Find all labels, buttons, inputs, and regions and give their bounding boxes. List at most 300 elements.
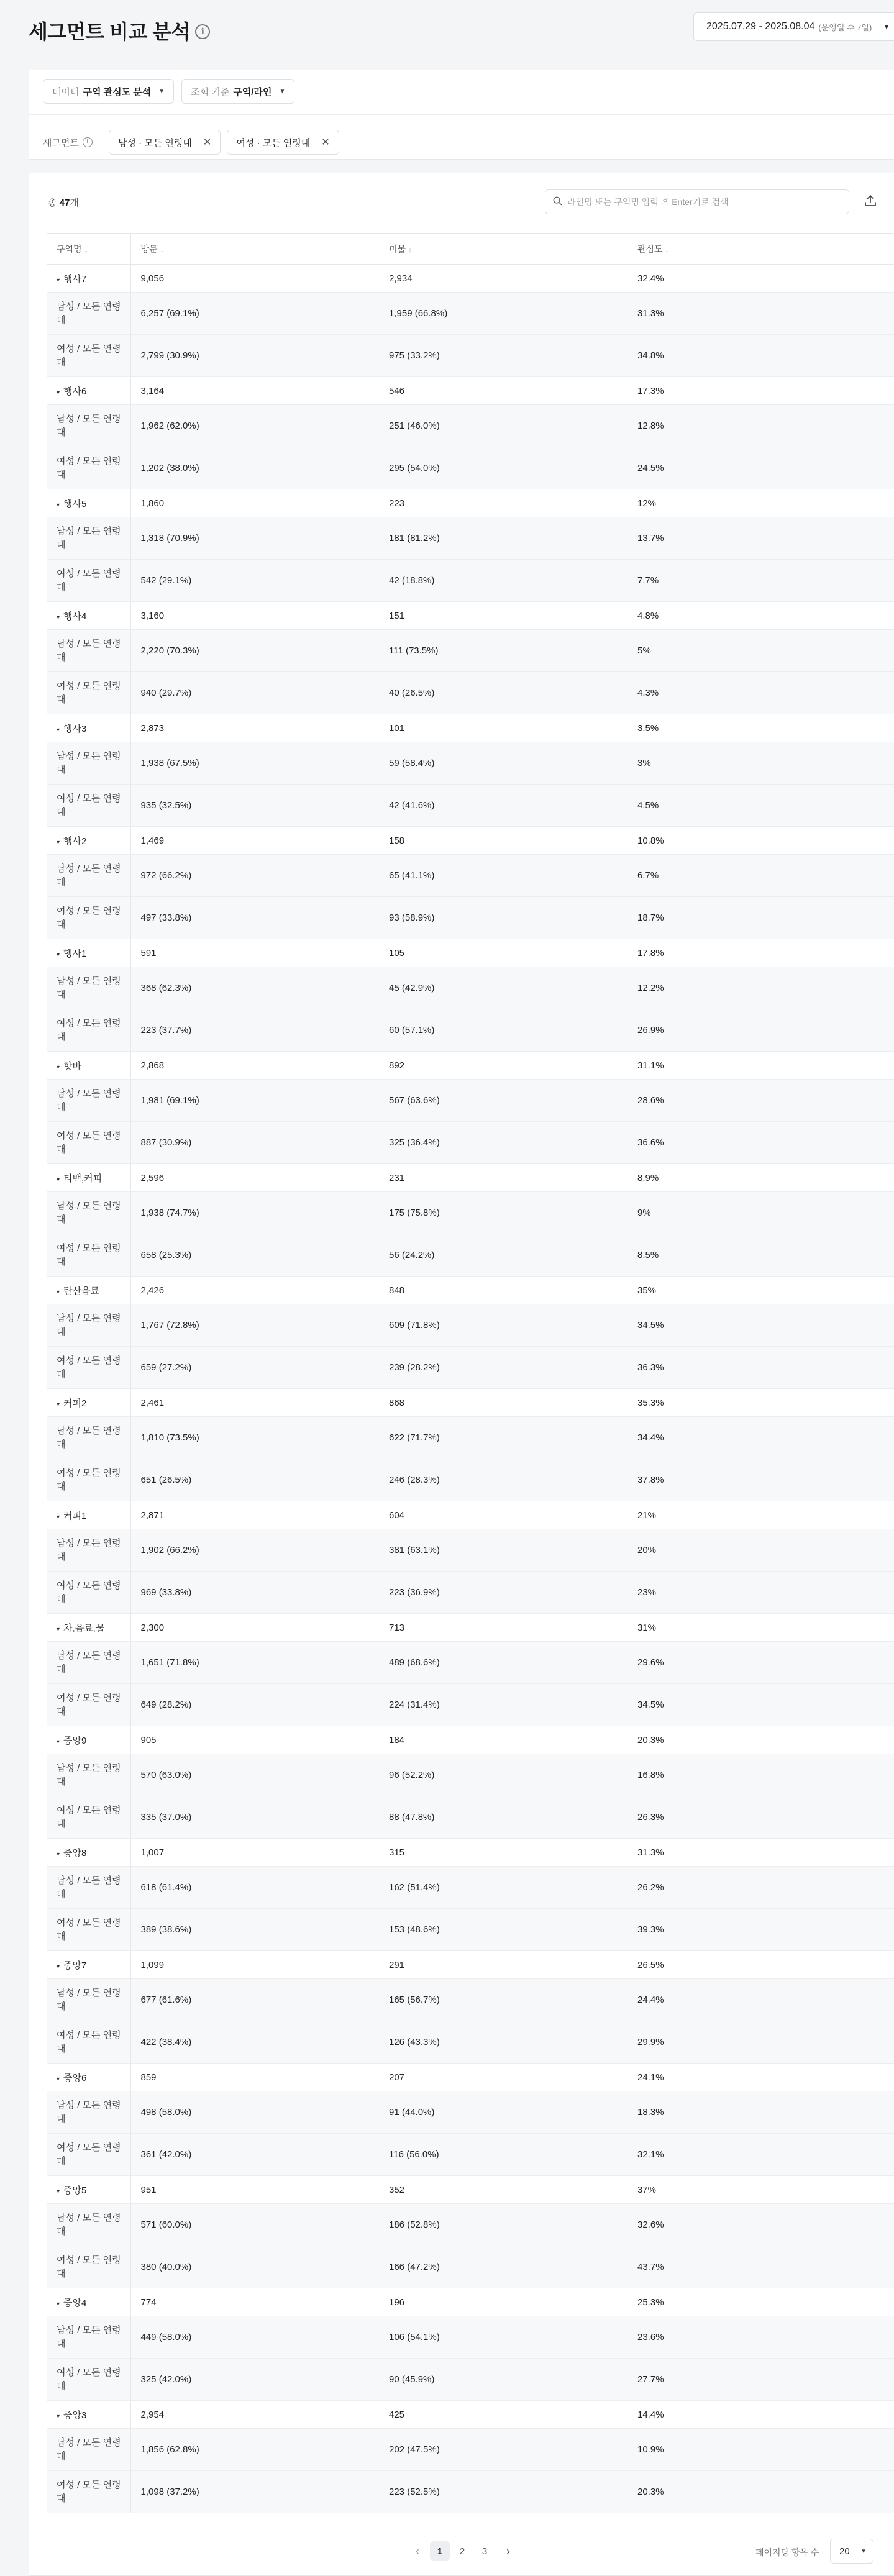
cell-name (47, 742, 130, 785)
cell-name (47, 967, 130, 1009)
next-page-button[interactable]: › (506, 2544, 510, 2557)
cell-stay (379, 2316, 627, 2359)
cell-visit-text: 1,767 (72.8%) (140, 1320, 199, 1331)
cell-stay (379, 2359, 627, 2401)
cell-stay-text: 175 (75.8%) (389, 1208, 440, 1218)
cell-stay-text: 892 (389, 1060, 405, 1071)
cell-name (47, 1304, 130, 1347)
cell-interest-text: 3% (637, 758, 651, 768)
cell-interest-text: 6.7% (637, 870, 659, 881)
cell-name-text: 행사6 (63, 386, 87, 397)
cell-interest (627, 1164, 894, 1192)
cell-stay-text: 291 (389, 1959, 405, 1970)
cell-interest-text: 29.9% (637, 2037, 664, 2047)
cell-visit-text: 2,868 (140, 1060, 165, 1071)
cell-stay-text: 223 (52.5%) (389, 2487, 440, 2497)
cell-visit-text: 1,651 (71.8%) (140, 1657, 199, 1668)
column-header-visit[interactable] (130, 234, 379, 265)
table-row-zone[interactable] (47, 714, 894, 742)
cell-stay (379, 1726, 627, 1754)
cell-name-text: 남성 / 모든 연령대 (57, 2100, 121, 2124)
page-header (0, 0, 894, 62)
cell-interest-text: 31.3% (637, 308, 664, 319)
cell-interest (627, 447, 894, 489)
table-row-zone[interactable] (47, 2064, 894, 2091)
table-row-segment (47, 1754, 894, 1796)
cell-interest-text: 3.5% (637, 722, 659, 734)
column-header-label: 머물 (389, 243, 406, 254)
table-row-segment (47, 2316, 894, 2359)
table-row-segment (47, 1796, 894, 1839)
cell-interest-text: 31.3% (637, 1847, 664, 1858)
cell-stay-text: 45 (42.9%) (389, 983, 435, 993)
page-title (29, 16, 210, 45)
table-row-zone[interactable] (47, 489, 894, 517)
cell-name-text: 여성 / 모든 연령대 (57, 1917, 121, 1942)
cell-name-text: 탄산음료 (63, 1285, 99, 1296)
table-row-segment (47, 1122, 894, 1164)
cell-name-text: 남성 / 모든 연령대 (57, 1987, 121, 2012)
table-row-zone[interactable] (47, 1277, 894, 1304)
search-input[interactable] (567, 197, 841, 207)
cell-name (47, 2064, 130, 2091)
cell-visit-text: 658 (25.3%) (140, 1250, 192, 1260)
cell-name-text: 여성 / 모든 연령대 (57, 2367, 121, 2392)
cell-interest (627, 827, 894, 855)
cell-stay-text: 184 (389, 1734, 405, 1745)
cell-name-text: 여성 / 모든 연령대 (57, 2479, 121, 2504)
cell-visit-text: 905 (140, 1734, 157, 1745)
cell-interest-text: 29.6% (637, 1657, 664, 1668)
cell-visit (130, 2316, 379, 2359)
table-row-segment (47, 1459, 894, 1501)
cell-visit-text: 389 (38.6%) (140, 1924, 192, 1935)
close-icon[interactable]: ✕ (203, 137, 212, 148)
segment-chip-label: 여성 · 모든 연령대 (236, 137, 311, 148)
cell-visit (130, 1572, 379, 1614)
cell-visit (130, 2021, 379, 2064)
cell-interest-text: 8.9% (637, 1172, 659, 1183)
data-type-dropdown[interactable] (43, 79, 174, 104)
table-row-segment (47, 1417, 894, 1459)
cell-interest (627, 293, 894, 335)
cell-stay (379, 1009, 627, 1052)
caret-down-icon[interactable]: ▾ (57, 1513, 60, 1521)
cell-visit-text: 6,257 (69.1%) (140, 308, 199, 319)
cell-name (47, 2176, 130, 2204)
table-row-zone[interactable] (47, 1501, 894, 1529)
cell-interest (627, 1234, 894, 1277)
cell-visit-text: 2,220 (70.3%) (140, 645, 199, 656)
caret-down-icon[interactable]: ▾ (57, 276, 60, 284)
sort-down-icon: ↓ (665, 245, 669, 254)
table-row-zone[interactable] (47, 1389, 894, 1417)
cell-visit (130, 1164, 379, 1192)
cell-interest (627, 939, 894, 967)
cell-stay (379, 1417, 627, 1459)
cell-stay-text: 604 (389, 1509, 405, 1521)
cell-visit (130, 1122, 379, 1164)
cell-visit-text: 325 (42.0%) (140, 2374, 192, 2385)
cell-stay-text: 246 (28.3%) (389, 1475, 440, 1485)
caret-down-icon[interactable]: ▾ (57, 726, 60, 734)
data-type-value: 구역 관심도 분석 (83, 86, 152, 98)
caret-down-icon[interactable]: ▾ (57, 951, 60, 958)
total-number: 47 (59, 198, 70, 208)
cell-stay (379, 672, 627, 714)
cell-name-text: 행사3 (63, 723, 87, 734)
caret-down-icon[interactable]: ▾ (57, 2300, 60, 2308)
cell-stay (379, 2471, 627, 2513)
cell-visit-text: 951 (140, 2184, 157, 2195)
caret-down-icon[interactable]: ▾ (57, 1626, 60, 1633)
cell-interest-text: 26.3% (637, 1812, 664, 1823)
cell-name (47, 630, 130, 672)
table-row-zone[interactable] (47, 1052, 894, 1080)
cell-name-text: 행사4 (63, 611, 87, 622)
page-button-3[interactable]: 3 (481, 2546, 488, 2557)
cell-name (47, 1867, 130, 1909)
cell-visit-text: 1,810 (73.5%) (140, 1432, 199, 1443)
cell-visit (130, 1951, 379, 1979)
cell-interest-text: 18.7% (637, 913, 664, 923)
cell-name (47, 1909, 130, 1951)
table-row-zone[interactable] (47, 939, 894, 967)
column-header-stay[interactable] (379, 234, 627, 265)
caret-down-icon[interactable]: ▾ (57, 1850, 60, 1858)
cell-interest (627, 2204, 894, 2246)
cell-interest-text: 32.6% (637, 2219, 664, 2230)
cell-interest (627, 377, 894, 405)
cell-stay (379, 2429, 627, 2471)
cell-visit (130, 2401, 379, 2429)
cell-visit-text: 380 (40.0%) (140, 2262, 192, 2272)
cell-stay (379, 2246, 627, 2288)
cell-name (47, 1684, 130, 1726)
cell-visit-text: 1,469 (140, 835, 165, 846)
cell-stay (379, 1839, 627, 1867)
caret-down-icon[interactable]: ▾ (57, 1063, 60, 1071)
cell-name (47, 1951, 130, 1979)
cell-interest (627, 1277, 894, 1304)
cell-stay (379, 855, 627, 897)
caret-down-icon[interactable]: ▾ (57, 389, 60, 396)
cell-name-text: 남성 / 모든 연령대 (57, 1200, 121, 1225)
basis-dropdown[interactable] (181, 79, 294, 104)
table-row-segment (47, 293, 894, 335)
cell-name (47, 1796, 130, 1839)
cell-visit-text: 1,981 (69.1%) (140, 1095, 199, 1106)
page-button-2[interactable]: 2 (459, 2546, 465, 2557)
cell-interest (627, 630, 894, 672)
date-range-value: 2025.07.29 - 2025.08.04 (706, 21, 815, 32)
caret-down-icon[interactable]: ▾ (57, 2075, 60, 2083)
cell-name-text: 남성 / 모든 연령대 (57, 301, 121, 325)
cell-interest-text: 23.6% (637, 2332, 664, 2342)
cell-stay-text: 1,959 (66.8%) (389, 308, 448, 319)
cell-visit (130, 2091, 379, 2134)
cell-name (47, 1726, 130, 1754)
cell-interest (627, 1529, 894, 1572)
cell-interest-text: 4.3% (637, 688, 659, 698)
cell-interest-text: 23% (637, 1587, 657, 1598)
cell-stay (379, 2401, 627, 2429)
table-row-zone[interactable] (47, 1839, 894, 1867)
cell-stay-text: 224 (31.4%) (389, 1700, 440, 1710)
cell-stay-text: 975 (33.2%) (389, 350, 440, 361)
table-row-zone[interactable] (47, 1614, 894, 1642)
cell-name (47, 1754, 130, 1796)
cell-interest-text: 36.3% (637, 1362, 664, 1373)
cell-stay (379, 1459, 627, 1501)
cell-visit-text: 449 (58.0%) (140, 2332, 192, 2342)
cell-visit-text: 1,098 (37.2%) (140, 2487, 199, 2497)
cell-visit-text: 335 (37.0%) (140, 1812, 192, 1823)
cell-visit (130, 1529, 379, 1572)
cell-visit (130, 1389, 379, 1417)
cell-interest-text: 24.5% (637, 463, 664, 473)
info-circle-icon[interactable]: i (195, 24, 210, 39)
cell-name (47, 1277, 130, 1304)
search-icon (553, 196, 562, 208)
cell-interest-text: 14.4% (637, 2409, 664, 2420)
cell-visit (130, 1726, 379, 1754)
cell-stay-text: 165 (56.7%) (389, 1995, 440, 2005)
cell-visit-text: 1,962 (62.0%) (140, 421, 199, 431)
cell-name (47, 2471, 130, 2513)
caret-down-icon[interactable]: ▾ (57, 501, 60, 509)
cell-interest (627, 1572, 894, 1614)
cell-interest (627, 2429, 894, 2471)
search-box[interactable] (545, 189, 849, 214)
cell-name-text: 남성 / 모든 연령대 (57, 526, 121, 550)
cell-stay (379, 1909, 627, 1951)
results-panel (29, 173, 894, 2576)
cell-name (47, 1979, 130, 2021)
cell-name (47, 489, 130, 517)
cell-visit (130, 293, 379, 335)
table-row-segment (47, 335, 894, 377)
column-header-interest[interactable] (627, 234, 894, 265)
cell-interest (627, 2246, 894, 2288)
cell-stay-text: 223 (389, 498, 405, 509)
table-row-zone[interactable] (47, 1951, 894, 1979)
caret-down-icon[interactable]: ▾ (57, 1963, 60, 1970)
cell-name-text: 중앙6 (63, 2072, 87, 2083)
table-row-segment (47, 1234, 894, 1277)
cell-visit-text: 969 (33.8%) (140, 1587, 192, 1598)
table-wrapper (47, 233, 894, 2513)
table-row-segment (47, 1009, 894, 1052)
chevron-down-icon: ▼ (883, 22, 890, 31)
cell-name-text: 중앙9 (63, 1735, 87, 1746)
info-circle-icon[interactable]: i (83, 137, 93, 147)
total-count (48, 196, 79, 209)
cell-interest-text: 20.3% (637, 1734, 664, 1745)
cell-visit-text: 618 (61.4%) (140, 1882, 192, 1893)
cell-interest (627, 672, 894, 714)
table-body (47, 265, 894, 2513)
cell-interest-text: 35.3% (637, 1397, 664, 1408)
cell-interest-text: 12% (637, 498, 657, 509)
table-row-zone[interactable] (47, 2401, 894, 2429)
cell-stay-text: 151 (389, 610, 405, 621)
export-button[interactable] (858, 189, 883, 214)
cell-name (47, 2021, 130, 2064)
cell-stay (379, 897, 627, 939)
cell-visit-text: 2,954 (140, 2409, 165, 2420)
cell-name-text: 행사5 (63, 498, 87, 509)
cell-name-text: 여성 / 모든 연령대 (57, 343, 121, 368)
caret-down-icon[interactable]: ▾ (57, 1401, 60, 1408)
per-page-value: 20 (839, 2546, 850, 2557)
table-row-zone[interactable] (47, 377, 894, 405)
cell-visit-text: 935 (32.5%) (140, 800, 192, 811)
date-range-picker[interactable] (693, 12, 894, 41)
cell-name-text: 여성 / 모든 연령대 (57, 568, 121, 593)
cell-interest (627, 1009, 894, 1052)
cell-interest-text: 32.1% (637, 2149, 664, 2160)
cell-visit-text: 422 (38.4%) (140, 2037, 192, 2047)
cell-interest (627, 1979, 894, 2021)
cell-stay (379, 1796, 627, 1839)
cell-visit (130, 1754, 379, 1796)
cell-stay (379, 1867, 627, 1909)
cell-stay (379, 1754, 627, 1796)
cell-visit-text: 2,873 (140, 722, 165, 734)
cell-name-text: 중앙4 (63, 2297, 87, 2308)
cell-name (47, 1192, 130, 1234)
cell-interest (627, 1796, 894, 1839)
cell-name-text: 여성 / 모든 연령대 (57, 1692, 121, 1717)
column-header-zone[interactable] (47, 234, 130, 265)
cell-name (47, 2316, 130, 2359)
cell-visit-text: 649 (28.2%) (140, 1700, 192, 1710)
segment-label-text: 세그먼트 (43, 137, 79, 148)
table-row-zone[interactable] (47, 827, 894, 855)
table-row-zone[interactable] (47, 1164, 894, 1192)
cell-stay (379, 1501, 627, 1529)
cell-visit-text: 591 (140, 947, 157, 958)
caret-down-icon[interactable]: ▾ (57, 2413, 60, 2420)
cell-stay (379, 517, 627, 560)
total-prefix: 총 (48, 198, 57, 208)
cell-visit-text: 1,099 (140, 1959, 165, 1970)
cell-visit (130, 1459, 379, 1501)
cell-visit (130, 1867, 379, 1909)
table-row-zone[interactable] (47, 265, 894, 293)
cell-visit-text: 774 (140, 2296, 157, 2308)
cell-visit (130, 1614, 379, 1642)
cell-visit-text: 1,938 (74.7%) (140, 1208, 199, 1218)
cell-visit-text: 3,164 (140, 385, 165, 396)
table-row-segment (47, 672, 894, 714)
cell-name (47, 2091, 130, 2134)
segment-chip-female[interactable] (227, 130, 339, 155)
caret-down-icon[interactable]: ▾ (57, 1288, 60, 1296)
cell-stay-text: 56 (24.2%) (389, 1250, 435, 1260)
cell-name-text: 여성 / 모든 연령대 (57, 1242, 121, 1267)
cell-name-text: 여성 / 모든 연령대 (57, 793, 121, 817)
cell-stay (379, 939, 627, 967)
cell-visit-text: 887 (30.9%) (140, 1137, 192, 1148)
cell-interest-text: 10.8% (637, 835, 664, 846)
cell-visit-text: 223 (37.7%) (140, 1025, 192, 1035)
caret-down-icon[interactable]: ▾ (57, 1176, 60, 1183)
cell-interest-text: 32.4% (637, 273, 664, 284)
table-row-segment (47, 630, 894, 672)
cell-name (47, 1614, 130, 1642)
table-row-segment (47, 1979, 894, 2021)
cell-name (47, 939, 130, 967)
table-row-zone[interactable] (47, 1726, 894, 1754)
cell-name-text: 남성 / 모든 연령대 (57, 638, 121, 663)
table-row-zone[interactable] (47, 2176, 894, 2204)
cell-name (47, 897, 130, 939)
cell-interest (627, 2401, 894, 2429)
cell-interest-text: 12.2% (637, 983, 664, 993)
cell-visit-text: 498 (58.0%) (140, 2107, 192, 2118)
cell-name (47, 1839, 130, 1867)
per-page-select[interactable] (830, 2539, 873, 2564)
close-icon[interactable]: ✕ (321, 137, 330, 148)
cell-visit-text: 1,202 (38.0%) (140, 463, 199, 473)
table-row-segment (47, 2134, 894, 2176)
caret-down-icon[interactable]: ▾ (57, 839, 60, 846)
cell-visit (130, 1277, 379, 1304)
table-row-zone[interactable] (47, 602, 894, 630)
table-row-segment (47, 897, 894, 939)
cell-visit-text: 1,007 (140, 1847, 165, 1858)
cell-name-text: 남성 / 모든 연령대 (57, 413, 121, 438)
caret-down-icon[interactable]: ▾ (57, 1738, 60, 1745)
cell-interest (627, 1080, 894, 1122)
caret-down-icon[interactable]: ▾ (57, 614, 60, 621)
cell-interest (627, 1726, 894, 1754)
cell-interest-text: 24.1% (637, 2072, 664, 2083)
cell-stay-text: 181 (81.2%) (389, 533, 440, 544)
cell-interest-text: 36.6% (637, 1137, 664, 1148)
cell-stay (379, 1389, 627, 1417)
segment-chip-male[interactable] (109, 130, 221, 155)
cell-interest-text: 39.3% (637, 1924, 664, 1935)
cell-name-text: 남성 / 모든 연령대 (57, 1875, 121, 1900)
table-row-segment (47, 2429, 894, 2471)
page-button-1[interactable]: 1 (430, 2541, 450, 2561)
cell-name-text: 남성 / 모든 연령대 (57, 1313, 121, 1337)
cell-interest (627, 2288, 894, 2316)
table-row-zone[interactable] (47, 2288, 894, 2316)
cell-interest (627, 2471, 894, 2513)
caret-down-icon[interactable]: ▾ (57, 2188, 60, 2195)
cell-stay-text: 186 (52.8%) (389, 2219, 440, 2230)
cell-visit-text: 2,426 (140, 1285, 165, 1296)
cell-stay-text: 93 (58.9%) (389, 913, 435, 923)
cell-stay (379, 377, 627, 405)
prev-page-button[interactable]: ‹ (416, 2544, 419, 2557)
cell-name-text: 남성 / 모든 연령대 (57, 1537, 121, 1562)
cell-stay-text: 713 (389, 1622, 405, 1633)
cell-stay-text: 196 (389, 2296, 405, 2308)
cell-visit (130, 405, 379, 447)
cell-stay (379, 2091, 627, 2134)
cell-stay-text: 111 (73.5%) (389, 645, 439, 656)
cell-stay-text: 40 (26.5%) (389, 688, 435, 698)
cell-visit (130, 602, 379, 630)
cell-name (47, 517, 130, 560)
cell-interest-text: 4.8% (637, 610, 659, 621)
table-row-segment (47, 1909, 894, 1951)
